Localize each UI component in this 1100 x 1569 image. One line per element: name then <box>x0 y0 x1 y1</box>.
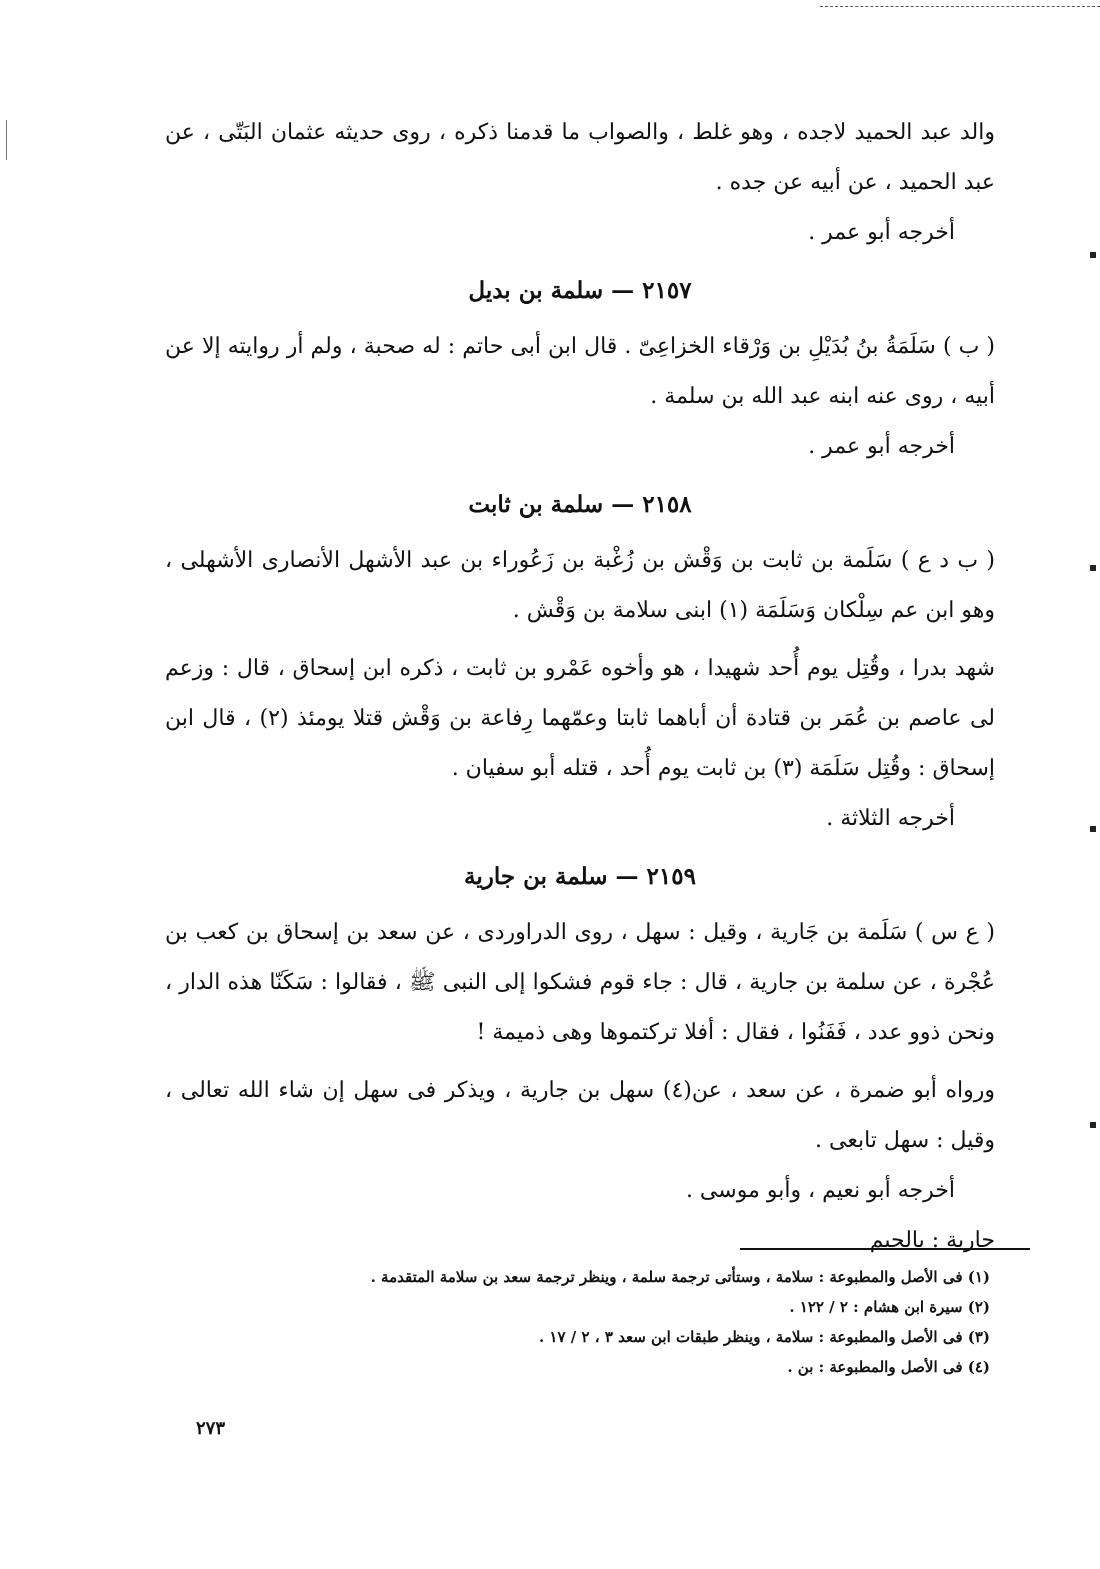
spelling-note: جارية : بالجيم <box>869 1228 995 1253</box>
right-edge-mark <box>1090 826 1096 832</box>
top-edge-rule <box>820 6 1100 7</box>
page-number: ٢٧٣ <box>196 1418 226 1439</box>
entry-heading: ٢١٥٩ — سلمة بن جارية <box>464 863 696 890</box>
footnote-separator <box>740 1248 1030 1250</box>
footnote-4: (٤) فى الأصل والمطبوعة : بن . <box>787 1358 990 1376</box>
intro-paragraph: والد عبد الحميد لاجده ، وهو غلط ، والصواب ما قدمنا ذكره ، روى حديثه عثمان البَتّى ، عن عبد الحميد ، عن أبيه عن جده . <box>165 120 995 195</box>
entry-2158 <box>165 480 995 844</box>
entry-heading: ٢١٥٨ — سلمة بن ثابت <box>468 491 692 518</box>
left-edge-mark <box>6 120 7 160</box>
footnote-2: (٢) سيرة ابن هشام : ٢ / ١٢٢ . <box>789 1298 990 1316</box>
entry-credit: أخرجه أبو عمر . <box>808 434 955 459</box>
right-edge-mark <box>1090 565 1096 571</box>
entry-paragraph: ورواه أبو ضمرة ، عن سعد ، عن(٤) سهل بن جارية ، ويذكر فى سهل إن شاء الله تعالى ، وقيل : سهل تابعى . <box>165 1078 995 1153</box>
entry-2157 <box>165 266 995 472</box>
footnotes <box>330 1262 990 1382</box>
entry-paragraph: شهد بدرا ، وقُتِل يوم أُحد شهيدا ، هو وأخوه عَمْرو بن ثابت ، ذكره ابن إسحاق ، قال : وزعم لى عاصم بن عُمَر بن قتادة أن أباهما ثابتا وعمّهما رِفاعة بن وَقْش قتلا يومئذ (٢) ، قال ابن إسحاق : وقُتِل سَلَمَة (٣) بن ثابت يوم أُحد ، قتله أبو سفيان . <box>165 656 995 781</box>
entry-credit: أخرجه أبو نعيم ، وأبو موسى . <box>685 1178 955 1203</box>
main-text <box>165 108 995 1266</box>
footnote-3: (٣) فى الأصل والمطبوعة : سلامة ، وينظر طبقات ابن سعد ٣ ، ٢ / ١٧ . <box>538 1328 990 1346</box>
entry-heading: ٢١٥٧ — سلمة بن بديل <box>468 277 692 304</box>
entry-credit: أخرجه الثلاثة . <box>826 806 955 831</box>
footnote-1: (١) فى الأصل والمطبوعة : سلامة ، وستأتى ترجمة سلمة ، وينظر ترجمة سعد بن سلامة المتقدمة . <box>370 1268 990 1286</box>
intro-credit: أخرجه أبو عمر . <box>808 220 955 245</box>
right-edge-mark <box>1090 1122 1096 1128</box>
entry-paragraph: ( ب ) سَلَمَةُ بنُ بُدَيْلِ بن وَرْقاء الخزاعِىّ . قال ابن أبى حاتم : له صحبة ، ولم أر روايته إلا عن أبيه ، روى عنه ابنه عبد الله بن سلمة . <box>165 334 995 409</box>
entry-paragraph: ( ع س ) سَلَمة بن جَارية ، وقيل : سهل ، روى الدراوردى ، عن سعد بن إسحاق بن كعب بن عُجْرة ، عن سلمة بن جارية ، قال : جاء قوم فشكوا إلى النبى ﷺ ، فقالوا : سَكَنّا هذه الدار ، ونحن ذوو عدد ، فَفَنُوا ، فقال : أفلا تركتموها وهى ذميمة ! <box>165 920 995 1045</box>
entry-paragraph: ( ب د ع ) سَلَمة بن ثابت بن وَقْش بن زُغْبة بن زَعُوراء بن عبد الأشهل الأنصارى الأشهلى ، وهو ابن عم سِلْكان وَسَلَمَة (١) ابنى سلامة بن وَقْش . <box>165 548 995 623</box>
entry-2159 <box>165 852 995 1266</box>
right-edge-mark <box>1090 252 1096 258</box>
